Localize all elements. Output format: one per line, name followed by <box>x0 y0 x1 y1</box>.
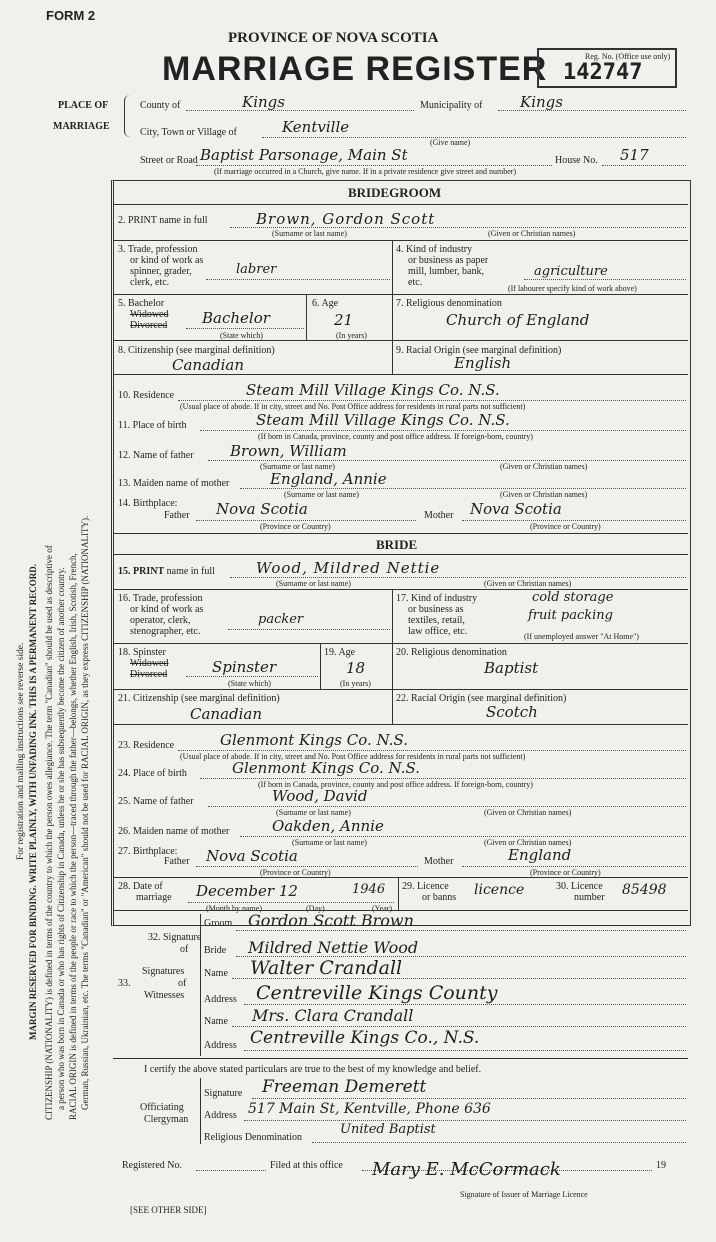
w1-address: Centreville Kings County <box>256 982 498 1004</box>
bride-racial-value: Scotch <box>486 703 538 721</box>
groom-birthplace-line <box>200 430 686 431</box>
bride-mother-bp-label: Mother <box>424 856 454 867</box>
groom-age-value: 21 <box>334 311 354 329</box>
bride-age-label: 19. Age <box>324 647 356 658</box>
issuer-signature: Mary E. McCormack <box>372 1159 561 1180</box>
bride-father-line <box>208 806 686 807</box>
bride-citizenship-label: 21. Citizenship (see marginal definition) <box>118 693 280 704</box>
see-other-side: [SEE OTHER SIDE] <box>130 1205 207 1215</box>
bride-mother-line <box>240 836 686 837</box>
w2-name-label: Name <box>204 1016 228 1027</box>
groom-religion-value: Church of England <box>446 311 590 329</box>
bride-citizenship-value: Canadian <box>190 705 263 723</box>
groom-trade-label: 3. Trade, profession or kind of work as spinner, grader, clerk, etc. <box>118 244 204 288</box>
groom-age-label: 6. Age <box>312 298 339 309</box>
brace <box>124 95 131 137</box>
groom-birthplace-parents-label: 14. Birthplace: <box>118 498 178 509</box>
city-line <box>262 137 686 138</box>
groom-father-label: 12. Name of father <box>118 450 194 461</box>
residence-note: (Usual place of abode. If in city, street and No. Post Office address for residents in rural parts not sufficient) <box>180 402 526 411</box>
bride-signature: Mildred Nettie Wood <box>248 938 419 957</box>
groom-mother-line <box>240 488 686 489</box>
groom-industry-value: agriculture <box>534 264 608 279</box>
registered-no-label: Registered No. <box>122 1160 182 1171</box>
sig-label: 32. Signature <box>148 932 202 943</box>
w2-address-label: Address <box>204 1040 237 1051</box>
groom-trade-value: labrer <box>236 262 277 277</box>
groom-father-bp-value: Nova Scotia <box>216 500 308 518</box>
bride-birthplace-label: 24. Place of birth <box>118 768 187 779</box>
street-note: (If marriage occurred in a Church, give name. If in a private residence give street and number) <box>214 167 517 176</box>
bride-mother-given-note: (Given or Christian names) <box>484 838 572 847</box>
w1-address-label: Address <box>204 994 237 1005</box>
groom-birthplace-value: Steam Mill Village Kings Co. N.S. <box>256 411 510 429</box>
bride-birthplace-line <box>200 778 686 779</box>
city-value: Kentville <box>282 118 350 136</box>
place-label-2: MARRIAGE <box>53 121 110 132</box>
bride-father-label: 25. Name of father <box>118 796 194 807</box>
bride-prov-note-1: (Province or Country) <box>260 868 331 877</box>
witness-label-2: of <box>178 978 187 989</box>
sig-of-label: of <box>180 944 189 955</box>
bride-name-line <box>230 577 686 578</box>
bride-trade-label: 16. Trade, profession or kind of work as operator, clerk, stenographer, etc. <box>118 593 204 637</box>
reg-no-box <box>537 48 677 88</box>
date-line <box>188 902 394 903</box>
month-note: (Month by name) <box>206 904 262 913</box>
issuer-note: Signature of Issuer of Marriage Licence <box>460 1190 588 1199</box>
bride-heading: BRIDE <box>376 537 418 552</box>
year-note: (Year) <box>372 904 393 913</box>
city-label: City, Town or Village of <box>140 127 237 138</box>
bride-father-surname-note: (Surname or last name) <box>276 808 351 817</box>
county-value: Kings <box>242 93 285 111</box>
groom-religion-label: 7. Religious denomination <box>396 298 502 309</box>
groom-name-value: Brown, Gordon Scott <box>256 210 436 228</box>
w1-name: Walter Crandall <box>250 957 403 979</box>
witness-number: 33. <box>118 978 131 989</box>
bride-residence-note: (Usual place of abode. If in city, street and No. Post Office address for residents in rural parts not sufficient) <box>180 752 526 761</box>
clergy-address-label: Address <box>204 1110 237 1121</box>
groom-citizenship-label: 8. Citizenship (see marginal definition) <box>118 345 275 356</box>
clergy-sig-line <box>252 1098 686 1099</box>
margin-citizenship-1: CITIZENSHIP (NATIONALITY) is defined in terms of the country to which the person owes allegiance. The term "Canadian" should be used as descriptive of <box>44 545 54 1120</box>
father-surname-note: (Surname or last name) <box>260 462 335 471</box>
bride-mother-surname-note: (Surname or last name) <box>292 838 367 847</box>
bride-industry-label: 17. Kind of industry or business as textiles, retail, law office, etc. <box>396 593 478 637</box>
groom-mother-value: England, Annie <box>270 470 387 488</box>
bride-birthplace-value: Glenmont Kings Co. N.S. <box>232 759 420 777</box>
place-label-1: PLACE OF <box>58 100 109 111</box>
county-label: County of <box>140 100 181 111</box>
groom-sig-label: Groom <box>204 918 233 929</box>
day-note: (Day) <box>306 904 325 913</box>
bride-given-note: (Given or Christian names) <box>484 579 572 588</box>
house-line <box>602 165 686 166</box>
margin-racial-2: German, Russian, Ukrainian, etc. The terms "Canadian" or "American" should not be used for RACIAL ORIGIN, as they express CITIZENSHIP (NATIONALITY). <box>80 515 90 1110</box>
province-heading: PROVINCE OF NOVA SCOTIA <box>228 30 439 46</box>
margin-binding: MARGIN RESERVED FOR BINDING. WRITE PLAINLY, WITH UNFADING INK. THIS IS A PERMANENT RECORD. <box>28 563 38 1040</box>
bride-years-note: (In years) <box>340 679 371 688</box>
groom-birthplace-label: 11. Place of birth <box>118 420 187 431</box>
bride-state-label: 18. Spinster Widowed Divorced <box>118 647 169 680</box>
give-name-note: (Give name) <box>430 138 471 147</box>
witness-label-3: Witnesses <box>144 990 185 1001</box>
bride-trade-value: packer <box>258 612 304 627</box>
officiating-label-2: Clergyman <box>144 1114 189 1125</box>
reg-no-label: Reg. No. (Office use only) <box>585 52 671 61</box>
groom-state-label: 5. Bachelor Widowed Divorced <box>118 298 169 331</box>
bride-industry-value-2: fruit packing <box>528 608 613 623</box>
bride-sig-label: Bride <box>204 945 227 956</box>
bride-residence-line <box>178 750 686 751</box>
margin-racial-1: RACIAL ORIGIN is defined in terms of the people or race to which the person—traced through the father—belongs, whether English, Irish, Scotish, French, <box>68 553 78 1120</box>
bride-name-label: 15. PRINT name in full <box>118 566 215 577</box>
form-number: FORM 2 <box>46 8 96 23</box>
bride-residence-value: Glenmont Kings Co. N.S. <box>220 731 408 749</box>
w2-name-line <box>232 1026 686 1027</box>
licence-no-label: 30. Licence number <box>556 881 605 903</box>
clergy-sig-label: Signature <box>204 1088 243 1099</box>
bride-father-bp-value: Nova Scotia <box>206 847 298 865</box>
prov-note-1: (Province or Country) <box>260 522 331 531</box>
street-label: Street or Road <box>140 155 198 166</box>
bride-industry-value-1: cold storage <box>532 590 614 605</box>
groom-racial-value: English <box>454 354 512 372</box>
w1-address-line <box>244 1004 686 1005</box>
groom-industry-label: 4. Kind of industry or business as paper mill, lumber, bank, etc. <box>396 244 489 288</box>
groom-father-value: Brown, William <box>230 442 347 460</box>
margin-instructions: For registration and mailing instructions see reverse side. <box>16 642 26 860</box>
certify-text: I certify the above stated particulars are true to the best of my knowledge and belief. <box>144 1064 482 1075</box>
officiating-label-1: Officiating <box>140 1102 184 1113</box>
municipality-label: Municipality of <box>420 100 483 111</box>
clergy-address: 517 Main St, Kentville, Phone 636 <box>248 1101 491 1117</box>
bride-mother-bp-line <box>462 866 686 867</box>
page-title: MARRIAGE REGISTER <box>162 50 548 88</box>
groom-mother-bp-label: Mother <box>424 510 454 521</box>
groom-racial-label: 9. Racial Origin (see marginal definition) <box>396 345 562 356</box>
groom-citizenship-value: Canadian <box>172 356 245 374</box>
bride-racial-label: 22. Racial Origin (see marginal definition) <box>396 693 567 704</box>
bride-religion-value: Baptist <box>484 659 539 677</box>
prov-note-2: (Province or Country) <box>530 522 601 531</box>
denomination-label: Religious Denomination <box>204 1132 303 1143</box>
bride-birthplace-parents-label: 27. Birthplace: <box>118 846 178 857</box>
date-label: 28. Date of marriage <box>118 881 172 903</box>
w1-name-label: Name <box>204 968 228 979</box>
house-label: House No. <box>555 155 598 166</box>
bride-industry-note: (If unemployed answer "At Home") <box>524 632 639 641</box>
bride-mother-bp-value: England <box>508 846 572 864</box>
bride-residence-label: 23. Residence <box>118 740 175 751</box>
groom-state-value: Bachelor <box>202 309 270 327</box>
groom-mother-bp-value: Nova Scotia <box>470 500 562 518</box>
bride-father-bp-label: Father <box>164 856 190 867</box>
mother-given-note: (Given or Christian names) <box>500 490 588 499</box>
bride-surname-note: (Surname or last name) <box>276 579 351 588</box>
year-value: 1946 <box>352 882 386 897</box>
reg-no-value: 142747 <box>563 60 643 85</box>
groom-trade-line <box>206 279 390 280</box>
date-value: December 12 <box>196 882 298 900</box>
witness-label-1: Signatures <box>142 966 185 977</box>
municipality-value: Kings <box>520 93 563 111</box>
groom-residence-line <box>178 400 686 401</box>
groom-name-label: 2. PRINT name in full <box>118 215 208 226</box>
birthplace-note: (If born in Canada, province, county and post office address. If foreign-born, country) <box>258 432 533 441</box>
given-note: (Given or Christian names) <box>488 229 576 238</box>
licence-label: 29. Licence or banns <box>402 881 457 903</box>
groom-residence-value: Steam Mill Village Kings Co. N.S. <box>246 381 500 399</box>
groom-signature: Gordon Scott Brown <box>248 911 414 930</box>
clergy-signature: Freeman Demerett <box>262 1077 427 1097</box>
groom-father-line <box>208 460 686 461</box>
bride-name-value: Wood, Mildred Nettie <box>256 559 441 577</box>
groom-mother-bp-line <box>462 520 686 521</box>
denomination-line <box>312 1142 686 1143</box>
father-given-note: (Given or Christian names) <box>500 462 588 471</box>
county-line <box>186 110 414 111</box>
surname-note: (Surname or last name) <box>272 229 347 238</box>
groom-sig-line <box>236 930 686 931</box>
w2-name: Mrs. Clara Crandall <box>252 1006 414 1025</box>
bride-state-value: Spinster <box>212 658 277 676</box>
bride-state-line <box>186 676 318 677</box>
bride-birthplace-note: (If born in Canada, province, county and post office address. If foreign-born, country) <box>258 780 533 789</box>
licence-value: licence <box>474 882 525 898</box>
groom-residence-label: 10. Residence <box>118 390 175 401</box>
street-value: Baptist Parsonage, Main St <box>200 146 408 164</box>
bridegroom-heading: BRIDEGROOM <box>348 185 442 200</box>
licence-no-value: 85498 <box>622 882 667 898</box>
bride-age-value: 18 <box>346 659 366 677</box>
w2-address-line <box>244 1050 686 1051</box>
years-note: (In years) <box>336 331 367 340</box>
groom-industry-line <box>524 279 686 280</box>
bride-father-value: Wood, David <box>272 787 368 805</box>
nineteen-label: 19 <box>656 1160 666 1171</box>
mother-surname-note: (Surname or last name) <box>284 490 359 499</box>
house-value: 517 <box>620 146 649 164</box>
bride-father-bp-line <box>196 866 418 867</box>
groom-mother-label: 13. Maiden name of mother <box>118 478 230 489</box>
denomination-value: United Baptist <box>340 1122 436 1137</box>
bride-religion-label: 20. Religious denomination <box>396 647 507 658</box>
bride-prov-note-2: (Province or Country) <box>530 868 601 877</box>
bride-father-given-note: (Given or Christian names) <box>484 808 572 817</box>
filed-label: Filed at this office <box>270 1160 343 1171</box>
bride-state-note: (State which) <box>228 679 271 688</box>
groom-father-bp-label: Father <box>164 510 190 521</box>
bride-mother-label: 26. Maiden name of mother <box>118 826 230 837</box>
state-note: (State which) <box>220 331 263 340</box>
groom-state-line <box>186 328 304 329</box>
registered-no-line <box>196 1170 266 1171</box>
clergy-address-line <box>244 1120 686 1121</box>
bride-trade-line <box>228 629 390 630</box>
w2-address: Centreville Kings Co., N.S. <box>250 1028 480 1048</box>
groom-father-bp-line <box>196 520 416 521</box>
bride-mother-value: Oakden, Annie <box>272 817 384 835</box>
margin-citizenship-2: a person who was born in Canada or who has rights of Citizenship in Canada, unless he or she has subsequently become the citizen of another country. <box>56 567 66 1110</box>
groom-industry-note: (If labourer specify kind of work above) <box>508 284 637 293</box>
street-line <box>196 165 552 166</box>
